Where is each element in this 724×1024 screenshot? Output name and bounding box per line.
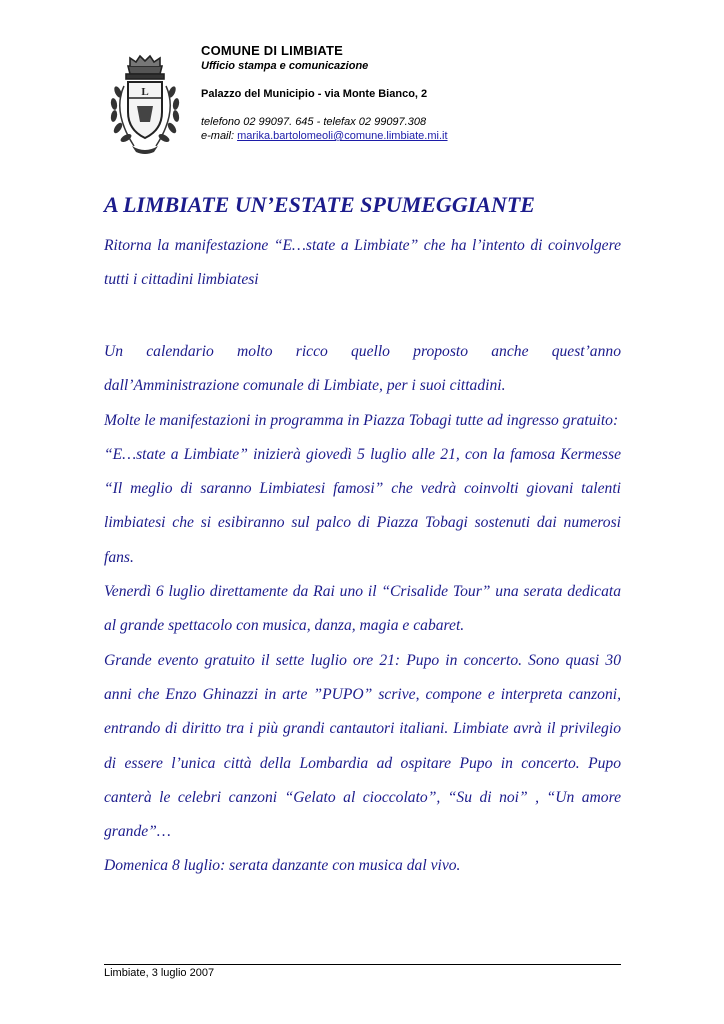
crest-letter: L (141, 86, 149, 98)
paragraph-4: Venerdì 6 luglio direttamente da Rai uno il “Crisalide Tour” una serata dedicata al grande spettacolo con musica, danza, magia e cabaret. (104, 583, 621, 635)
footer-divider (104, 964, 621, 965)
intro-paragraph (104, 229, 621, 298)
main-body (104, 335, 621, 884)
office-name: Ufficio stampa e comunicazione (201, 60, 369, 72)
municipal-crest-logo (104, 52, 186, 162)
paragraph-3: “E…state a Limbiate” inizierà giovedì 5 luglio alle 21, con la famosa Kermesse “Il meglio di saranno Limbiatesi famosi” che vedrà coinvolti giovani talenti limbiatesi che si esibiranno sul palco di Piazza Tobagi sostenuti dai numerosi fans. (104, 445, 621, 566)
footer-date: Limbiate, 3 luglio 2007 (104, 967, 215, 979)
paragraph-5: Grande evento gratuito il sette luglio ore 21: Pupo in concerto. Sono quasi 30 anni che Enzo Ghinazzi in arte ”PUPO” scrive, compone e interpreta canzoni, entrando di diritto tra i più grandi cantautori italiani. Limbiate avrà il privilegio di essere l’unica città della Lombardia ad ospitare Pupo in concerto. Pupo canterà le celebri canzoni “Gelato al cioccolato”, “Su di noi” , “Un amore grande”… (104, 651, 621, 841)
email-label: e-mail: (201, 130, 238, 142)
intro-text: Ritorna la manifestazione “E…state a Limbiate” che ha l’intento di coinvolgere tutti i cittadini limbiatesi (104, 237, 621, 289)
paragraph-2: Molte le manifestazioni in programma in Piazza Tobagi tutte ad ingresso gratuito: (104, 411, 619, 429)
paragraph-1: Un calendario molto ricco quello proposto anche quest’anno dall’Amministrazione comunale di Limbiate, per i suoi cittadini. (104, 343, 621, 395)
paragraph-6: Domenica 8 luglio: serata danzante con musica dal vivo. (104, 857, 461, 875)
email-link[interactable]: marika.bartolomeoli@comune.limbiate.mi.it (237, 130, 448, 142)
email-line (201, 130, 448, 142)
press-release-title: A LIMBIATE UN’ESTATE SPUMEGGIANTE (104, 192, 535, 217)
organization-name: COMUNE DI LIMBIATE (201, 43, 344, 58)
address: Palazzo del Municipio - via Monte Bianco, 2 (201, 88, 428, 100)
phone-fax: telefono 02 99097. 645 - telefax 02 99097.308 (201, 116, 427, 128)
